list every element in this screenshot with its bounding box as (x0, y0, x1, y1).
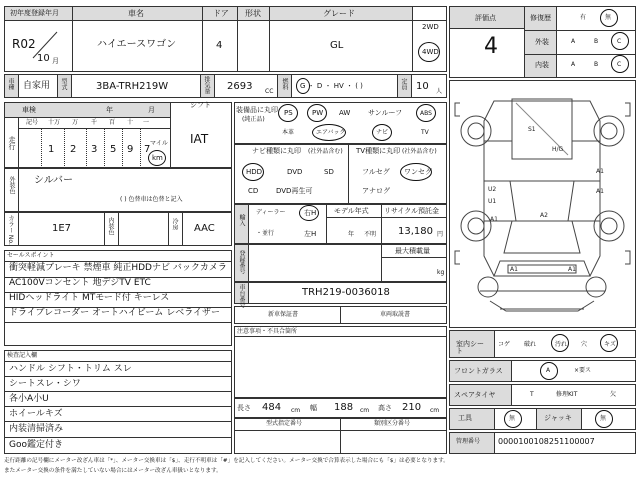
color-label: 外装色 (8, 176, 15, 194)
height-label: 高さ (378, 404, 392, 412)
seat-burn: コゲ (498, 341, 511, 348)
height-value: 210 (402, 402, 422, 413)
length-label: 長さ (237, 404, 251, 412)
damage-a1-left: A1 (490, 216, 498, 223)
tv-analog: アナログ (362, 187, 390, 195)
seat-dirt-circle (551, 334, 569, 352)
seat-hole: 穴 (581, 341, 588, 348)
damage-a1-front-right: A1 (568, 266, 576, 273)
inspection-note-4: ホイールキズ (9, 409, 63, 419)
dealer-sub: ・並行 (256, 230, 275, 237)
inspection-note-5: 内装清掃済み (9, 424, 64, 434)
fuel-value: G ・ D ・ HV ・ ( ) (300, 82, 363, 90)
disp-value: 2693 (227, 81, 253, 92)
first-reg-month-unit: 月 (52, 57, 59, 65)
year-unit: 年 (106, 106, 113, 114)
exterior-c-circle (611, 32, 629, 50)
interior-c-circle (611, 55, 629, 73)
equip-abs: ABS (420, 110, 432, 117)
vehicle-diagram (450, 81, 635, 327)
jack-none-circle (595, 410, 613, 428)
equip-label: 装備品に丸印 (236, 106, 278, 114)
tools-none-circle (504, 410, 522, 428)
damage-s1: S1 (528, 126, 536, 133)
odo-digit-6: 7 (144, 144, 151, 155)
nav-sd: SD (324, 168, 334, 176)
color-code-label: カラー No. (7, 215, 14, 245)
equip-pw-circle (307, 104, 327, 122)
equip-sub: (純正品) (242, 116, 265, 123)
height-unit: cm (430, 407, 440, 414)
nav-hdd-circle (242, 163, 264, 181)
jack-label: ジャッキ (544, 414, 572, 422)
drive-4wd: 4WD (422, 48, 439, 56)
fuel-label: 燃料 (281, 78, 288, 90)
first-reg-label: 初年度登録年月 (10, 9, 59, 17)
name-label: 車名 (128, 9, 144, 18)
manual-label: 車両取説書 (380, 311, 411, 318)
seat-scratch: キズ (604, 341, 616, 348)
mileage-label: 走行 (8, 136, 16, 150)
damage-a2: A2 (540, 212, 548, 219)
width-value: 188 (334, 402, 354, 413)
nav-cd: CD (248, 187, 259, 195)
use-label: 車種 (7, 78, 14, 90)
exterior-label: 外装 (535, 38, 549, 46)
glass-a: A (546, 367, 551, 374)
equip-airbag: エアバック (316, 129, 346, 136)
first-reg-year: R02 (12, 37, 36, 51)
repair-yes: 有 (580, 14, 587, 21)
mile-label: マイル (150, 140, 168, 147)
nav-hdd: HDD (246, 168, 263, 176)
doors-value: 4 (216, 40, 223, 51)
sales-point-2: AC100Vコンセント 地デジTV ETC (9, 278, 151, 288)
tv-oneseg: ワンセグ (404, 168, 432, 176)
seat-label: 室内シート (456, 340, 484, 355)
equip-navi-circle (372, 124, 392, 141)
dealer-label: ディーラー (256, 209, 286, 216)
length-value: 484 (262, 402, 282, 413)
color-value: シルバー (34, 175, 74, 186)
damage-u1: U1 (488, 198, 497, 205)
interior-a: A (571, 61, 576, 68)
seat-dirt: 汚れ (555, 341, 568, 348)
repair-label: 修復歴 (530, 14, 551, 22)
interior-label: 内装色 (107, 217, 114, 235)
tv-sub: (社外品含む) (402, 148, 437, 155)
damage-u2: U2 (488, 186, 497, 193)
grade-value: GL (330, 40, 344, 51)
equip-ps: PS (284, 109, 293, 117)
model-year-value: 不明 (364, 231, 377, 238)
seat-tear: 破れ (524, 341, 537, 348)
length-unit: cm (291, 407, 301, 414)
km-circle (148, 150, 166, 166)
name-value: ハイエースワゴン (97, 39, 177, 50)
seat-scratch-circle (600, 334, 618, 352)
first-reg-month: 10 (37, 53, 50, 64)
width-label: 幅 (310, 404, 317, 412)
exterior-c: C (617, 38, 622, 45)
equip-airbag-circle (312, 124, 346, 141)
spare-kit: 修理KIT (556, 391, 578, 398)
doors-label: ドア (213, 9, 229, 18)
import-label: 輸入 (238, 214, 245, 226)
reg-plate-label: 登録番号 (238, 250, 245, 274)
glass-replace: ×要ス (574, 367, 592, 374)
shift-label: シフト (190, 101, 211, 109)
max-load-label: 最大積載量 (395, 247, 430, 255)
equip-leather: 本革 (282, 129, 295, 136)
damage-a1-rear-right: A1 (596, 168, 604, 175)
recycle-value: 13,180 (398, 226, 433, 237)
inspection-note-3: 各小A小U (9, 394, 49, 404)
jack-value: 無 (600, 415, 607, 422)
glass-a-circle (540, 362, 558, 380)
spare-t: T (530, 391, 534, 398)
equip-abs-circle (416, 104, 436, 122)
equip-tv: TV (421, 129, 429, 136)
interior-label-right: 内装 (535, 61, 549, 69)
width-unit: cm (360, 407, 370, 414)
tools-label: 工具 (458, 414, 472, 422)
grade-label: グレード (323, 9, 355, 18)
color-code-value: 1E7 (52, 223, 72, 234)
model-year-prefix: 年 (348, 231, 355, 238)
class-label: 類別区分番号 (374, 420, 411, 427)
model-label: 型式 (60, 78, 67, 90)
score-value: 4 (484, 34, 498, 59)
km-label: km (152, 154, 163, 162)
repair-no: 無 (605, 14, 612, 21)
equip-ps-circle (278, 104, 298, 122)
max-load-unit: kg (437, 269, 445, 276)
odo-places: 記号 十万 万 千 百 十 一 (26, 119, 150, 126)
disp-unit: CC (265, 88, 274, 95)
right-hand-circle (299, 205, 319, 221)
spare-label: スペアタイヤ (454, 391, 496, 399)
right-hand: 右H (304, 209, 317, 217)
warranty-label: 新車保証書 (268, 311, 299, 318)
ac-value: AAC (194, 223, 215, 234)
odo-digit-1: 1 (48, 144, 55, 155)
odo-digit-5: 9 (127, 144, 134, 155)
odo-digit-4: 5 (110, 144, 117, 155)
nav-label: ナビ種類に丸印 (252, 147, 301, 155)
repair-no-circle (600, 9, 618, 27)
inspection-note-6: Goo鑑定付き (9, 440, 63, 450)
chassis-value: TRH219-0036018 (302, 287, 390, 298)
odo-digit-2: 2 (70, 144, 77, 155)
tv-label: TV種類に丸印 (356, 147, 401, 155)
shape-label: 形状 (245, 9, 261, 18)
tools-value: 無 (509, 415, 516, 422)
model-value: 3BA-TRH219W (96, 81, 169, 92)
sales-point-4: ドライブレコーダー オートハイビーム レベライザー (9, 308, 221, 318)
odo-digit-3: 3 (91, 144, 98, 155)
nav-dvd-play: DVD再生可 (276, 187, 313, 195)
sales-label: セールスポイント (7, 252, 55, 259)
ac-label: 冷房 (171, 218, 178, 230)
fuel-g-circle (296, 78, 310, 94)
capacity-unit: 人 (436, 88, 443, 95)
first-reg-slash (30, 30, 60, 60)
equip-pw: PW (312, 109, 324, 117)
tv-fullseg: フルセグ (362, 168, 390, 176)
shift-value: IAT (190, 132, 209, 146)
exterior-a: A (571, 38, 576, 45)
capacity-value: 10 (416, 81, 429, 92)
interior-b: B (594, 61, 599, 68)
drive-2wd: 2WD (422, 23, 439, 31)
recycle-label: リサイクル預託金 (384, 207, 440, 215)
damage-hg: H/G (552, 146, 564, 153)
equip-sunroof: サンルーフ (368, 109, 403, 117)
nav-dvd: DVD (287, 168, 303, 176)
inspection-note-2: シートスレ・シワ (9, 379, 81, 389)
type-cert-label: 型式指定番号 (266, 420, 303, 427)
recycle-unit: 円 (437, 231, 444, 238)
footer-line-2: またメーター交換の条件を満たしていない場合にはメーター改ざん車扱いとなります。 (4, 468, 222, 474)
left-hand: 左H (304, 230, 317, 238)
footer-line-1: 走行距離の記号欄にメーター改ざん車は「*」、メーター交換車は「$」、走行不明車は「#」を記入してください。メーター交換で合算表示した場合にも「$」は必要となります。 (4, 458, 449, 464)
tv-oneseg-circle (400, 163, 432, 181)
sales-point-3: HIDヘッドライト MTモード付 キーレス (9, 293, 170, 303)
equip-navi: ナビ (376, 129, 389, 136)
damage-a1-right: A1 (596, 188, 604, 195)
chassis-label: 車台番号 (238, 284, 245, 308)
interior-c: C (617, 61, 622, 68)
color-note: ( ) 色替車は色替と記入 (120, 196, 183, 203)
equip-aw: AW (339, 109, 351, 117)
exterior-b: B (594, 38, 599, 45)
glass-label: フロントガラス (454, 367, 503, 375)
capacity-label: 定員 (400, 78, 407, 90)
notes-label: 注意事項・不具合箇所 (237, 328, 298, 335)
month-unit: 月 (148, 106, 155, 114)
damage-a1-front-left: A1 (510, 266, 518, 273)
score-label: 評価点 (475, 14, 496, 22)
disp-label: 排気量 (203, 76, 210, 94)
sales-point-1: 衝突軽減ブレーキ 禁煙車 純正HDDナビ バックカメラ (9, 263, 227, 273)
model-year-label: モデル年式 (334, 207, 369, 215)
mgmt-value: 0000100108251100007 (498, 437, 595, 446)
mgmt-label: 管理番号 (456, 438, 481, 445)
use-value: 自家用 (23, 81, 51, 91)
spare-missing: 欠 (610, 391, 617, 398)
inspection-note-1: ハンドル シフト・トリム スレ (9, 364, 132, 374)
inspection-label: 検査記入欄 (7, 352, 38, 359)
drive-4wd-circle (418, 42, 440, 62)
year-label: 車検 (22, 106, 36, 114)
nav-sub: (社外品含む) (308, 148, 343, 155)
